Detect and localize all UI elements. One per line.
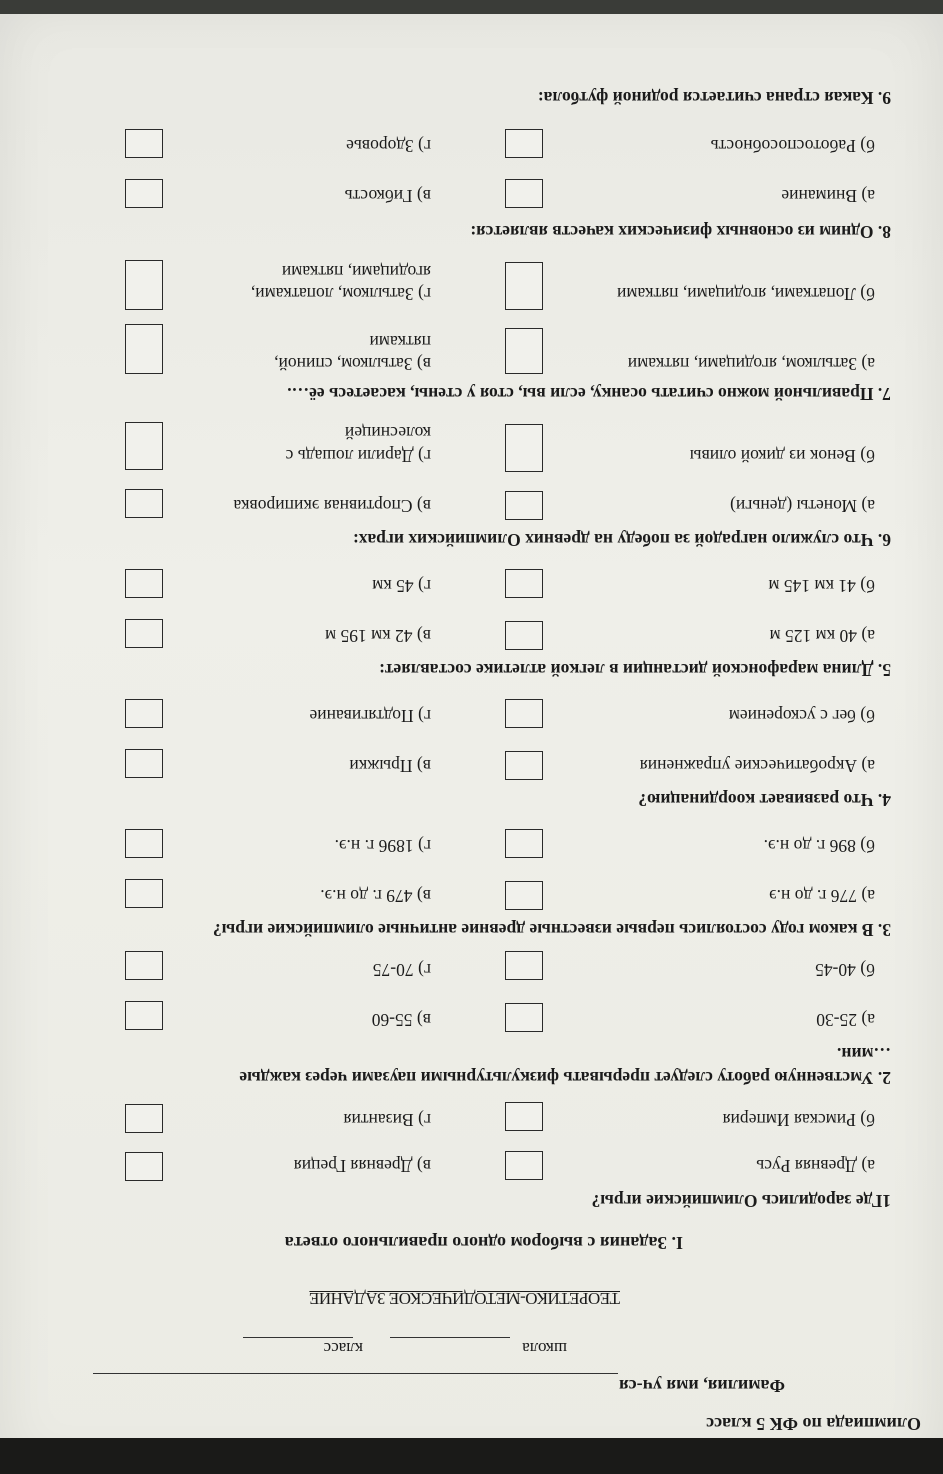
- section-title: I. Задания с выбором одного правильного ответа: [284, 1233, 683, 1253]
- task-title: ТЕОРЕТИКО-МЕТОДИЧЕСКОЕ ЗАДАНИЕ: [309, 1289, 620, 1308]
- q8-option-a: а) Внимание: [781, 186, 875, 206]
- question-2-continued: …мин.: [837, 1044, 891, 1064]
- q4-checkbox-a[interactable]: [505, 751, 543, 780]
- q8-checkbox-b[interactable]: [505, 129, 543, 158]
- q6-option-a: а) Монеты (деньги): [730, 496, 875, 516]
- q5-checkbox-b[interactable]: [505, 569, 543, 598]
- q4-option-c: в) Прыжки: [349, 756, 431, 776]
- q1-checkbox-d[interactable]: [125, 1104, 163, 1133]
- q7-option-a: а) Затылком, ягодицами, пятками: [627, 354, 875, 374]
- q5-option-c: в) 42 км 195 м: [325, 626, 431, 646]
- q2-checkbox-c[interactable]: [125, 1001, 163, 1030]
- background-edge-top: [0, 0, 943, 14]
- q8-option-c: в) Гибкость: [344, 186, 431, 206]
- question-6: 6. Что служило наградой за победу на древних Олимпийских играх:: [352, 530, 891, 550]
- q5-option-b: б) 41 км 145 м: [768, 576, 875, 596]
- q1-option-a: а) Древняя Русь: [756, 1156, 875, 1176]
- q3-checkbox-b[interactable]: [505, 829, 543, 858]
- q6-option-b: б) Венок из дикой оливы: [689, 446, 875, 466]
- question-1: 1Где зародились Олимпийские игры?: [591, 1191, 891, 1211]
- class-label: класс: [323, 1339, 363, 1358]
- question-7: 7. Правильной можно считать осанку, если вы, стоя у стены, касаетесь её….: [287, 384, 891, 404]
- q2-option-c: в) 55-60: [371, 1010, 431, 1030]
- q4-option-b: б) бег с ускорением: [728, 706, 875, 726]
- q6-checkbox-a[interactable]: [505, 491, 543, 520]
- q4-option-d: г) Подтягивание: [309, 706, 431, 726]
- question-3: 3. В каком году состоялись первые известные древние античные олимпийские игры?: [212, 920, 891, 940]
- q6-checkbox-d[interactable]: [125, 422, 163, 470]
- q7-checkbox-b[interactable]: [505, 262, 543, 310]
- q6-option-c: в) Спортивная экипировка: [233, 496, 431, 516]
- q4-checkbox-b[interactable]: [505, 699, 543, 728]
- q8-option-b: б) Работоспособность: [710, 136, 875, 156]
- q2-checkbox-b[interactable]: [505, 951, 543, 980]
- question-9: 9. Какая страна считается родиной футбола:: [537, 88, 891, 108]
- student-name-field[interactable]: [93, 1373, 618, 1374]
- background-edge-bottom: [0, 1438, 943, 1474]
- q8-checkbox-a[interactable]: [505, 179, 543, 208]
- q5-option-d: г) 45 км: [372, 576, 431, 596]
- answer-sheet-rotated: [0, 14, 943, 1438]
- question-4: 4. Что развивает координацию?: [638, 790, 891, 810]
- q8-checkbox-c[interactable]: [125, 179, 163, 208]
- q1-option-c: в) Древняя Греция: [293, 1156, 431, 1176]
- q8-option-d: г) Здоровье: [346, 136, 431, 156]
- question-5: 5. Длина марафонской дистанции в легкой атлетике составляет:: [379, 660, 891, 680]
- q7-checkbox-c[interactable]: [125, 324, 163, 374]
- q3-option-d: г) 1896 г. н.э.: [334, 836, 431, 856]
- q3-checkbox-d[interactable]: [125, 829, 163, 858]
- q6-checkbox-b[interactable]: [505, 424, 543, 472]
- q2-option-a: а) 25-30: [816, 1010, 875, 1030]
- q5-option-a: а) 40 км 125 м: [769, 626, 875, 646]
- q7-option-c: в) Затылком, спиной,: [274, 354, 431, 374]
- q6-option-d-continued: колесницей: [344, 423, 431, 443]
- q7-option-b: б) Лопатками, ягодицами, пятками: [617, 284, 875, 304]
- q5-checkbox-c[interactable]: [125, 619, 163, 648]
- q2-checkbox-d[interactable]: [125, 951, 163, 980]
- q8-checkbox-d[interactable]: [125, 129, 163, 158]
- question-2: 2. Умственную работу следует прерывать физкультурными паузами через каждые: [239, 1068, 891, 1088]
- q5-checkbox-a[interactable]: [505, 621, 543, 650]
- q1-checkbox-c[interactable]: [125, 1152, 163, 1181]
- school-field[interactable]: [390, 1337, 510, 1338]
- question-8: 8. Одним из основных физических качеств является:: [470, 222, 891, 242]
- student-name-label: Фамилия, имя уч-ся: [618, 1376, 785, 1396]
- q4-checkbox-d[interactable]: [125, 699, 163, 728]
- q7-option-d-continued: ягодицами, пятками: [281, 262, 431, 282]
- q4-option-a: а) Акробатические упражнения: [639, 756, 875, 776]
- q7-checkbox-a[interactable]: [505, 328, 543, 374]
- q7-checkbox-d[interactable]: [125, 260, 163, 310]
- q1-option-d: г) Византия: [343, 1110, 431, 1130]
- olympiad-title: Олимпиада по ФК 5 класс: [706, 1414, 921, 1434]
- q4-checkbox-c[interactable]: [125, 749, 163, 778]
- q5-checkbox-d[interactable]: [125, 569, 163, 598]
- q3-checkbox-c[interactable]: [125, 879, 163, 908]
- q3-option-c: в) 479 г. до н.э.: [320, 886, 431, 906]
- q6-option-d: г) Дарили лошадь с: [285, 446, 431, 466]
- q2-option-d: г) 70-75: [372, 960, 431, 980]
- q7-option-d: г) Затылком, лопатками,: [250, 284, 431, 304]
- q3-checkbox-a[interactable]: [505, 881, 543, 910]
- q3-option-a: а) 776 г. до н.э: [769, 886, 875, 906]
- class-field[interactable]: [243, 1337, 353, 1338]
- school-label: школа: [522, 1339, 567, 1358]
- q1-checkbox-a[interactable]: [505, 1151, 543, 1180]
- q3-option-b: б) 896 г. до н.э.: [763, 836, 875, 856]
- q7-option-c-continued: пятками: [369, 332, 431, 352]
- q1-option-b: б) Римская Империя: [722, 1110, 875, 1130]
- q2-checkbox-a[interactable]: [505, 1003, 543, 1032]
- q6-checkbox-c[interactable]: [125, 489, 163, 518]
- q1-checkbox-b[interactable]: [505, 1102, 543, 1131]
- q2-option-b: б) 40-45: [815, 960, 875, 980]
